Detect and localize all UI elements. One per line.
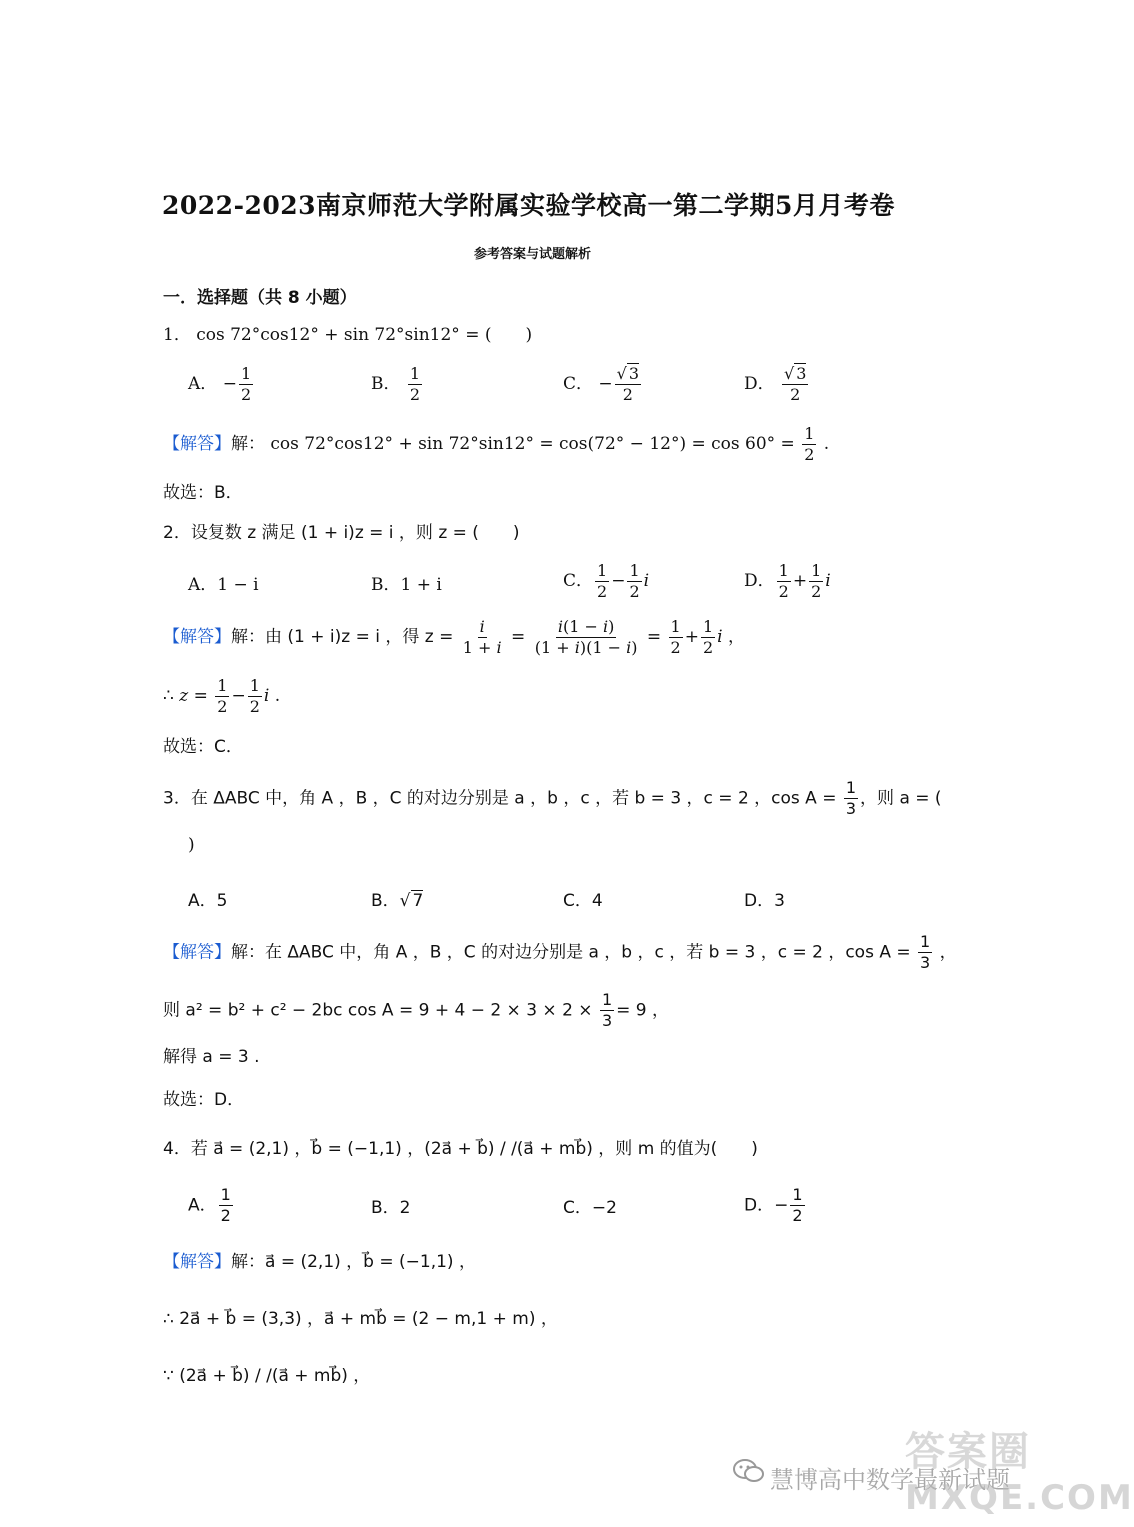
page-title: 2022-2023南京师范大学附属实验学校高一第二学期5月月考卷 xyxy=(162,191,895,220)
page-subtitle: 参考答案与试题解析 xyxy=(474,247,592,262)
q1-option-b: B． $\frac{1}{2}$ xyxy=(371,364,421,404)
answer-tag: 【解答】 xyxy=(163,434,231,454)
q3-choice: 故选：D． xyxy=(163,1090,245,1110)
q4-option-c: C．−2 xyxy=(563,1198,617,1218)
watermark-site: MXQE.COM xyxy=(905,1478,1134,1518)
q3-solution-line3: 解得 a = 3 . xyxy=(163,1047,260,1067)
watermark-text: 慧博高中数学最新试题 xyxy=(770,1466,1010,1494)
question-1 xyxy=(163,323,532,347)
question-text: cos 72°cos12° + sin 72°sin12° = ( ) xyxy=(196,325,533,345)
q2-choice: 故选：C． xyxy=(163,737,243,757)
question-number: 1． xyxy=(163,325,191,345)
q2-solution-line2: ∴ z = $\frac{1}{2}$ − $\frac{1}{2}$ i . xyxy=(163,676,281,716)
q1-option-d: D． $\frac{√ 3}{2}$ xyxy=(744,364,807,404)
q4-option-a: A． $\frac{1}{2}$ xyxy=(188,1185,231,1225)
q3-solution-line2: 则 a² = b² + c² − 2bc cos A = 9 + 4 − 2 × 3 × 2 × $\frac{1}{3}$ = 9 ， xyxy=(163,990,670,1030)
q4-solution: 【解答】解：a⃗ = (2,1) ，b⃗ = (−1,1) ， xyxy=(163,1252,476,1272)
q3-option-a: A．5 xyxy=(188,891,228,911)
q2-solution: 【解答】解：由 (1 + i)z = i ，得 z = $\frac{i}{1 + i}$ = $\frac{i(1 - i)}{(1 + i)(1 - i)}$ = $\frac{1}{2}$ + $\frac{1}{2}$ i ， xyxy=(163,617,745,657)
q2-option-a: A．1 − i xyxy=(188,575,259,595)
q1-option-a: A． − $\frac{1}{2}$ xyxy=(188,364,252,404)
watermark-logo: 答案圈 xyxy=(905,1429,1031,1475)
q2-option-b: B．1 + i xyxy=(371,575,442,595)
q4-option-b: B．2 xyxy=(371,1198,411,1218)
q1-solution: 【解答】解： cos 72°cos12° + sin 72°sin12° = cos(72° − 12°) = cos 60° = $\frac{1}{2}$ . xyxy=(163,424,830,464)
q1-option-c: C． − $\frac{√ 3}{2}$ xyxy=(563,364,640,404)
q4-solution-line2: ∴ 2a⃗ + b⃗ = (3,3) ，a⃗ + mb⃗ = (2 − m,1 + m) ， xyxy=(163,1309,558,1329)
section-heading: 一．选择题（共 8 小题） xyxy=(163,288,357,308)
q3-option-d: D．3 xyxy=(744,891,785,911)
watermark-wechat-icon xyxy=(733,1458,765,1488)
q2-option-c: C． $\frac{1}{2}$ − $\frac{1}{2}$ i xyxy=(563,561,650,601)
q3-option-c: C．4 xyxy=(563,891,603,911)
q4-solution-line3: ∵ (2a⃗ + b⃗) / /(a⃗ + mb⃗) ， xyxy=(163,1366,371,1386)
question-3-cont: ) xyxy=(188,835,195,855)
question-3: 3．在 ΔABC 中，角 A ，B ，C 的对边分别是 a ，b ，c ，若 b = 3 ，c = 2 ，cos A = $\frac{1}{3}$ ，则 a = ( xyxy=(163,778,942,818)
q3-option-b: B．√ 7 xyxy=(371,891,424,911)
question-2: 2．设复数 z 满足 (1 + i)z = i ，则 z = ( ) xyxy=(163,523,520,543)
question-4: 4．若 a⃗ = (2,1) ，b⃗ = (−1,1) ，(2a⃗ + b⃗) / /(a⃗ + mb⃗) ，则 m 的值为( ) xyxy=(163,1139,758,1159)
q2-option-d: D． $\frac{1}{2}$ + $\frac{1}{2}$ i xyxy=(744,561,831,601)
q3-solution: 【解答】解：在 ΔABC 中，角 A ，B ，C 的对边分别是 a ，b ，c ，若 b = 3 ，c = 2 ，cos A = $\frac{1}{3}$ ， xyxy=(163,932,957,972)
q4-option-d: D．− $\frac{1}{2}$ xyxy=(744,1185,803,1225)
q1-choice: 故选：B． xyxy=(163,483,243,503)
